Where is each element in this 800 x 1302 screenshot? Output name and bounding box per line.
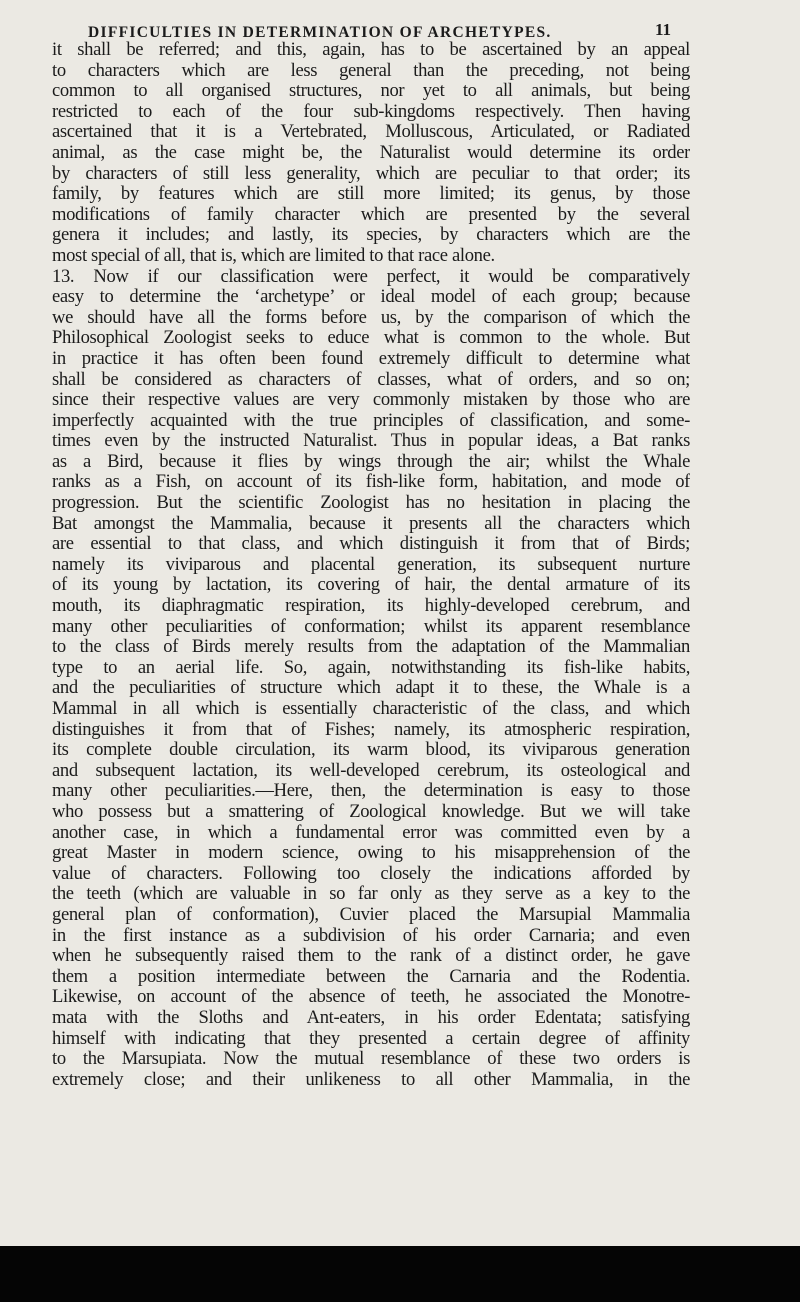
text-line: we should have all the forms before us, by the comparison of which the <box>52 307 690 328</box>
text-line: animal, as the case might be, the Naturalist would determine its order <box>52 142 690 163</box>
text-line: extremely close; and their unlikeness to all other Mammalia, in the <box>52 1069 690 1090</box>
text-line: many other peculiarities of conformation; whilst its apparent resemblance <box>52 616 690 637</box>
text-line: family, by features which are still more limited; its genus, by those <box>52 184 690 205</box>
page-number: 11 <box>655 20 672 39</box>
running-title: DIFFICULTIES IN DETERMINATION OF ARCHETYPES. <box>88 24 552 41</box>
text-line: easy to determine the ‘archetype’ or ideal model of each group; because <box>52 287 690 308</box>
text-line: who possess but a smattering of Zoological knowledge. But we will take <box>52 801 690 822</box>
text-line: of its young by lactation, its covering of hair, the dental armature of its <box>52 575 690 596</box>
text-line: ascertained that it is a Vertebrated, Molluscous, Articulated, or Radiated <box>52 122 690 143</box>
text-line: mouth, its diaphragmatic respiration, its highly-developed cerebrum, and <box>52 596 690 617</box>
text-line: genera it includes; and lastly, its species, by characters which are the <box>52 225 690 246</box>
text-line: by characters of still less generality, which are peculiar to that order; its <box>52 163 690 184</box>
text-line: progression. But the scientific Zoologist has no hesitation in placing the <box>52 493 690 514</box>
text-line: ranks as a Fish, on account of its fish-like form, habitation, and mode of <box>52 472 690 493</box>
text-line: modifications of family character which are presented by the several <box>52 204 690 225</box>
text-line: when he subsequently raised them to the rank of a distinct order, he gave <box>52 946 690 967</box>
text-line: great Master in modern science, owing to his misapprehension of the <box>52 843 690 864</box>
scan-bottom-edge <box>0 1246 800 1302</box>
text-line: general plan of conformation), Cuvier placed the Marsupial Mammalia <box>52 904 690 925</box>
text-line: and subsequent lactation, its well-developed cerebrum, its osteological and <box>52 760 690 781</box>
text-line: to the Marsupiata. Now the mutual resemblance of these two orders is <box>52 1049 690 1070</box>
text-line: 13. Now if our classification were perfect, it would be comparatively <box>52 266 690 287</box>
text-line: in practice it has often been found extremely difficult to determine what <box>52 348 690 369</box>
text-line: type to an aerial life. So, again, notwithstanding its fish-like habits, <box>52 657 690 678</box>
text-line: its complete double circulation, its warm blood, its viviparous generation <box>52 740 690 761</box>
text-line: Likewise, on account of the absence of teeth, he associated the Monotre- <box>52 987 690 1008</box>
text-line: Philosophical Zoologist seeks to educe what is common to the whole. But <box>52 328 690 349</box>
text-line: to characters which are less general than the preceding, not being <box>52 60 690 81</box>
text-line: many other peculiarities.—Here, then, the determination is easy to those <box>52 781 690 802</box>
text-line: mata with the Sloths and Ant-eaters, in his order Edentata; satisfying <box>52 1007 690 1028</box>
text-line: another case, in which a fundamental error was committed even by a <box>52 822 690 843</box>
text-line: Bat amongst the Mammalia, because it presents all the characters which <box>52 513 690 534</box>
text-line: the teeth (which are valuable in so far only as they serve as a key to the <box>52 884 690 905</box>
text-line: restricted to each of the four sub-kingdoms respectively. Then having <box>52 101 690 122</box>
text-line: it shall be referred; and this, again, has to be ascertained by an appeal <box>52 40 690 60</box>
text-line: shall be considered as characters of classes, what of orders, and so on; <box>52 369 690 390</box>
text-line: and the peculiarities of structure which adapt it to these, the Whale is a <box>52 678 690 699</box>
text-line: distinguishes it from that of Fishes; namely, its atmospheric respiration, <box>52 719 690 740</box>
body-text <box>52 40 690 1090</box>
text-line: namely its viviparous and placental generation, its subsequent nurture <box>52 554 690 575</box>
text-line: Mammal in all which is essentially characteristic of the class, and which <box>52 699 690 719</box>
text-line: most special of all, that is, which are limited to that race alone. <box>52 245 495 266</box>
text-line: himself with indicating that they presented a certain degree of affinity <box>52 1028 690 1049</box>
text-line: since their respective values are very commonly mistaken by those who are <box>52 390 690 411</box>
text-line: imperfectly acquainted with the true principles of classification, and some- <box>52 410 690 431</box>
text-line: value of characters. Following too closely the indications afforded by <box>52 863 690 884</box>
text-line: are essential to that class, and which distinguish it from that of Birds; <box>52 534 690 555</box>
text-line: times even by the instructed Naturalist. Thus in popular ideas, a Bat ranks <box>52 431 690 452</box>
text-line: common to all organised structures, nor yet to all animals, but being <box>52 81 690 102</box>
text-line: to the class of Birds merely results from the adaptation of the Mammalian <box>52 637 690 658</box>
text-line: as a Bird, because it flies by wings through the air; whilst the Whale <box>52 451 690 472</box>
text-line: them a position intermediate between the Carnaria and the Rodentia. <box>52 966 690 987</box>
text-line: in the first instance as a subdivision of his order Carnaria; and even <box>52 925 690 946</box>
